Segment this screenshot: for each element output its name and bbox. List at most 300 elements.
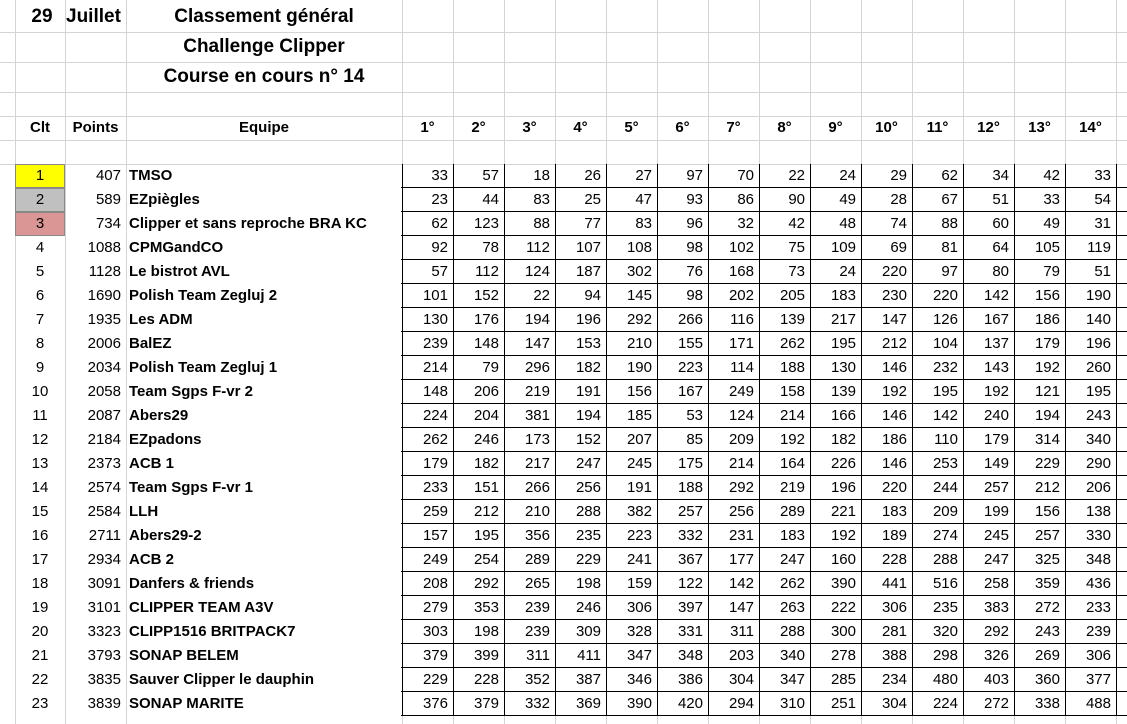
race-result-cell: 214 bbox=[759, 404, 810, 428]
race-result-cell: 42 bbox=[759, 212, 810, 236]
points-cell: 2934 bbox=[87, 551, 121, 568]
race-result-cell: 88 bbox=[504, 212, 555, 236]
race-result-cell: 42 bbox=[1014, 164, 1065, 188]
rank-cell: 13 bbox=[31, 455, 49, 472]
race-result-cell: 151 bbox=[453, 476, 504, 500]
race-result-cell: 347 bbox=[759, 668, 810, 692]
race-result-cell: 387 bbox=[555, 668, 606, 692]
race-result-cell: 356 bbox=[504, 524, 555, 548]
race-result-cell: 298 bbox=[912, 644, 963, 668]
race-result-cell: 399 bbox=[453, 644, 504, 668]
race-result-cell: 292 bbox=[606, 308, 657, 332]
race-result-cell: 303 bbox=[402, 620, 453, 644]
col-header-team: Equipe bbox=[238, 119, 289, 136]
table-row bbox=[0, 692, 1127, 716]
race-result-cell: 168 bbox=[708, 260, 759, 284]
race-result-cell: 359 bbox=[1014, 572, 1065, 596]
race-result-cell: 60 bbox=[963, 212, 1014, 236]
race-result-cell: 292 bbox=[453, 572, 504, 596]
race-result-cell: 148 bbox=[402, 380, 453, 404]
rank-cell: 14 bbox=[31, 479, 49, 496]
race-result-cell: 386 bbox=[657, 668, 708, 692]
col-header-race-2: 2° bbox=[471, 119, 486, 136]
race-result-cell: 340 bbox=[759, 644, 810, 668]
race-result-cell: 441 bbox=[861, 572, 912, 596]
rank-cell: 16 bbox=[31, 527, 49, 544]
race-result-cell: 411 bbox=[555, 644, 606, 668]
race-result-cell: 274 bbox=[912, 524, 963, 548]
race-result-cell: 73 bbox=[759, 260, 810, 284]
race-result-cell: 196 bbox=[810, 476, 861, 500]
race-result-cell: 79 bbox=[453, 356, 504, 380]
race-result-cell: 214 bbox=[402, 356, 453, 380]
race-result-cell: 376 bbox=[402, 692, 453, 716]
race-result-cell: 382 bbox=[606, 500, 657, 524]
race-result-cell: 139 bbox=[810, 380, 861, 404]
table-row bbox=[0, 500, 1127, 524]
race-result-cell: 92 bbox=[402, 236, 453, 260]
table-row bbox=[0, 236, 1127, 260]
race-result-cell: 32 bbox=[708, 212, 759, 236]
race-result-cell: 70 bbox=[708, 164, 759, 188]
race-result-cell: 24 bbox=[810, 164, 861, 188]
team-cell: Abers29 bbox=[129, 407, 189, 424]
team-cell: SONAP BELEM bbox=[129, 647, 239, 664]
race-result-cell: 390 bbox=[606, 692, 657, 716]
race-result-cell: 338 bbox=[1014, 692, 1065, 716]
race-result-cell: 130 bbox=[810, 356, 861, 380]
race-result-cell: 140 bbox=[1065, 308, 1116, 332]
race-result-cell: 138 bbox=[1065, 500, 1116, 524]
race-result-cell: 259 bbox=[402, 500, 453, 524]
race-result-cell: 49 bbox=[810, 188, 861, 212]
race-result-cell: 328 bbox=[606, 620, 657, 644]
race-result-cell: 183 bbox=[810, 284, 861, 308]
race-result-cell: 190 bbox=[1065, 284, 1116, 308]
table-row bbox=[0, 668, 1127, 692]
race-result-cell: 51 bbox=[1065, 260, 1116, 284]
race-result-cell: 24 bbox=[810, 260, 861, 284]
race-result-cell: 155 bbox=[657, 332, 708, 356]
race-result-cell: 57 bbox=[402, 260, 453, 284]
race-result-cell: 222 bbox=[810, 596, 861, 620]
race-result-cell: 234 bbox=[861, 668, 912, 692]
race-result-cell: 185 bbox=[606, 404, 657, 428]
race-result-cell: 179 bbox=[402, 452, 453, 476]
race-result-cell: 156 bbox=[1014, 284, 1065, 308]
team-cell: Team Sgps F-vr 2 bbox=[129, 383, 253, 400]
points-cell: 734 bbox=[95, 215, 121, 232]
race-result-cell: 347 bbox=[606, 644, 657, 668]
race-result-cell: 195 bbox=[453, 524, 504, 548]
col-header-race-13: 13° bbox=[1028, 119, 1051, 136]
race-result-cell: 67 bbox=[912, 188, 963, 212]
race-result-cell: 182 bbox=[555, 356, 606, 380]
race-result-cell: 436 bbox=[1065, 572, 1116, 596]
race-result-cell: 156 bbox=[1014, 500, 1065, 524]
race-result-cell: 311 bbox=[708, 620, 759, 644]
points-cell: 2373 bbox=[87, 455, 121, 472]
race-result-cell: 194 bbox=[504, 308, 555, 332]
table-row bbox=[0, 428, 1127, 452]
race-result-cell: 247 bbox=[555, 452, 606, 476]
race-result-cell: 176 bbox=[453, 308, 504, 332]
team-cell: EZpiègles bbox=[129, 191, 200, 208]
race-result-cell: 265 bbox=[504, 572, 555, 596]
race-result-cell: 192 bbox=[1014, 356, 1065, 380]
race-result-cell: 346 bbox=[606, 668, 657, 692]
race-result-cell: 78 bbox=[453, 236, 504, 260]
race-result-cell: 34 bbox=[963, 164, 1014, 188]
race-result-cell: 97 bbox=[657, 164, 708, 188]
rank-cell: 11 bbox=[32, 407, 48, 424]
race-result-cell: 149 bbox=[963, 452, 1014, 476]
race-result-cell: 245 bbox=[963, 524, 1014, 548]
table-row bbox=[0, 404, 1127, 428]
race-result-cell: 183 bbox=[861, 500, 912, 524]
race-result-cell: 48 bbox=[810, 212, 861, 236]
race-result-cell: 152 bbox=[453, 284, 504, 308]
race-result-cell: 306 bbox=[606, 596, 657, 620]
race-result-cell: 124 bbox=[504, 260, 555, 284]
race-result-cell: 360 bbox=[1014, 668, 1065, 692]
race-result-cell: 51 bbox=[963, 188, 1014, 212]
race-result-cell: 130 bbox=[402, 308, 453, 332]
team-cell: ACB 2 bbox=[129, 551, 175, 568]
race-result-cell: 167 bbox=[657, 380, 708, 404]
race-result-cell: 340 bbox=[1065, 428, 1116, 452]
points-cell: 2184 bbox=[87, 431, 121, 448]
team-cell: Le bistrot AVL bbox=[129, 263, 230, 280]
race-result-cell: 80 bbox=[963, 260, 1014, 284]
race-result-cell: 212 bbox=[453, 500, 504, 524]
race-result-cell: 108 bbox=[606, 236, 657, 260]
race-result-cell: 83 bbox=[606, 212, 657, 236]
team-cell: Team Sgps F-vr 1 bbox=[129, 479, 253, 496]
rank-cell: 15 bbox=[31, 503, 49, 520]
race-result-cell: 195 bbox=[1065, 380, 1116, 404]
race-result-cell: 124 bbox=[708, 404, 759, 428]
race-result-cell: 260 bbox=[1065, 356, 1116, 380]
table-row bbox=[0, 548, 1127, 572]
rank-cell: 3 bbox=[15, 212, 65, 236]
points-cell: 3101 bbox=[87, 599, 121, 616]
race-result-cell: 53 bbox=[657, 404, 708, 428]
race-result-cell: 256 bbox=[708, 500, 759, 524]
race-result-cell: 217 bbox=[504, 452, 555, 476]
race-result-cell: 33 bbox=[402, 164, 453, 188]
race-result-cell: 210 bbox=[606, 332, 657, 356]
col-header-rank: Clt bbox=[30, 119, 50, 136]
rank-cell: 18 bbox=[31, 575, 49, 592]
race-result-cell: 18 bbox=[504, 164, 555, 188]
rank-cell: 4 bbox=[35, 239, 45, 256]
race-result-cell: 159 bbox=[606, 572, 657, 596]
race-result-cell: 194 bbox=[1014, 404, 1065, 428]
rank-cell: 20 bbox=[31, 623, 49, 640]
team-cell: CPMGandCO bbox=[129, 239, 224, 256]
race-result-cell: 77 bbox=[555, 212, 606, 236]
race-result-cell: 179 bbox=[963, 428, 1014, 452]
col-header-race-11: 11° bbox=[926, 119, 949, 136]
team-cell: Les ADM bbox=[129, 311, 193, 328]
table-row bbox=[0, 452, 1127, 476]
race-result-cell: 33 bbox=[1065, 164, 1116, 188]
rank-cell: 7 bbox=[35, 311, 45, 328]
table-row bbox=[0, 524, 1127, 548]
race-result-cell: 146 bbox=[861, 356, 912, 380]
team-cell: Polish Team Zegluj 2 bbox=[129, 287, 278, 304]
team-cell: CLIPP1516 BRITPACK7 bbox=[129, 623, 296, 640]
race-result-cell: 158 bbox=[759, 380, 810, 404]
race-result-cell: 326 bbox=[963, 644, 1014, 668]
race-result-cell: 147 bbox=[504, 332, 555, 356]
race-result-cell: 300 bbox=[810, 620, 861, 644]
race-result-cell: 114 bbox=[708, 356, 759, 380]
race-result-cell: 288 bbox=[555, 500, 606, 524]
race-result-cell: 379 bbox=[453, 692, 504, 716]
race-result-cell: 241 bbox=[606, 548, 657, 572]
race-result-cell: 332 bbox=[504, 692, 555, 716]
race-result-cell: 175 bbox=[657, 452, 708, 476]
race-result-cell: 147 bbox=[708, 596, 759, 620]
col-header-race-14: 14° bbox=[1079, 119, 1102, 136]
race-result-cell: 311 bbox=[504, 644, 555, 668]
race-result-cell: 196 bbox=[1065, 332, 1116, 356]
race-result-cell: 269 bbox=[1014, 644, 1065, 668]
race-result-cell: 86 bbox=[708, 188, 759, 212]
race-result-cell: 320 bbox=[912, 620, 963, 644]
team-cell: Danfers & friends bbox=[129, 575, 255, 592]
race-result-cell: 188 bbox=[759, 356, 810, 380]
points-cell: 3793 bbox=[87, 647, 121, 664]
race-result-cell: 183 bbox=[759, 524, 810, 548]
row-separator bbox=[401, 715, 1127, 716]
race-result-cell: 22 bbox=[504, 284, 555, 308]
race-result-cell: 173 bbox=[504, 428, 555, 452]
race-result-cell: 69 bbox=[861, 236, 912, 260]
race-result-cell: 142 bbox=[963, 284, 1014, 308]
race-result-cell: 233 bbox=[402, 476, 453, 500]
race-result-cell: 224 bbox=[912, 692, 963, 716]
race-result-cell: 88 bbox=[912, 212, 963, 236]
race-result-cell: 194 bbox=[555, 404, 606, 428]
col-header-race-1: 1° bbox=[420, 119, 435, 136]
race-result-cell: 195 bbox=[810, 332, 861, 356]
points-cell: 2058 bbox=[87, 383, 121, 400]
points-cell: 3839 bbox=[87, 695, 121, 712]
race-result-cell: 139 bbox=[759, 308, 810, 332]
race-result-cell: 348 bbox=[1065, 548, 1116, 572]
rank-cell: 23 bbox=[31, 695, 49, 712]
race-result-cell: 272 bbox=[1014, 596, 1065, 620]
race-result-cell: 304 bbox=[708, 668, 759, 692]
points-cell: 589 bbox=[95, 191, 121, 208]
race-result-cell: 212 bbox=[861, 332, 912, 356]
points-cell: 3091 bbox=[87, 575, 121, 592]
race-result-cell: 229 bbox=[402, 668, 453, 692]
race-result-cell: 249 bbox=[708, 380, 759, 404]
race-result-cell: 488 bbox=[1065, 692, 1116, 716]
race-result-cell: 198 bbox=[555, 572, 606, 596]
race-result-cell: 243 bbox=[1065, 404, 1116, 428]
race-result-cell: 160 bbox=[810, 548, 861, 572]
title-challenge: Challenge Clipper bbox=[183, 36, 345, 57]
race-result-cell: 126 bbox=[912, 308, 963, 332]
race-result-cell: 302 bbox=[606, 260, 657, 284]
race-result-cell: 123 bbox=[453, 212, 504, 236]
points-cell: 1088 bbox=[87, 239, 121, 256]
date-month: Juillet bbox=[66, 6, 121, 27]
race-result-cell: 332 bbox=[657, 524, 708, 548]
race-result-cell: 228 bbox=[861, 548, 912, 572]
race-result-cell: 27 bbox=[606, 164, 657, 188]
race-result-cell: 258 bbox=[963, 572, 1014, 596]
race-result-cell: 145 bbox=[606, 284, 657, 308]
team-cell: Clipper et sans reproche BRA KC bbox=[129, 215, 367, 232]
race-result-cell: 223 bbox=[606, 524, 657, 548]
table-row bbox=[0, 620, 1127, 644]
race-result-cell: 195 bbox=[912, 380, 963, 404]
race-result-cell: 377 bbox=[1065, 668, 1116, 692]
race-result-cell: 296 bbox=[504, 356, 555, 380]
table-row bbox=[0, 644, 1127, 668]
points-cell: 1690 bbox=[87, 287, 121, 304]
race-result-cell: 278 bbox=[810, 644, 861, 668]
rank-cell: 5 bbox=[35, 263, 45, 280]
col-header-race-12: 12° bbox=[977, 119, 1000, 136]
col-header-race-7: 7° bbox=[726, 119, 741, 136]
team-cell: ACB 1 bbox=[129, 455, 175, 472]
race-result-cell: 206 bbox=[453, 380, 504, 404]
race-result-cell: 196 bbox=[555, 308, 606, 332]
race-result-cell: 29 bbox=[861, 164, 912, 188]
race-result-cell: 310 bbox=[759, 692, 810, 716]
race-result-cell: 112 bbox=[453, 260, 504, 284]
points-cell: 2584 bbox=[87, 503, 121, 520]
race-result-cell: 325 bbox=[1014, 548, 1065, 572]
points-cell: 3835 bbox=[87, 671, 121, 688]
race-result-cell: 352 bbox=[504, 668, 555, 692]
points-cell: 2034 bbox=[87, 359, 121, 376]
rank-cell: 17 bbox=[31, 551, 49, 568]
race-result-cell: 121 bbox=[1014, 380, 1065, 404]
date-day: 29 bbox=[31, 6, 53, 27]
race-result-cell: 279 bbox=[402, 596, 453, 620]
race-result-cell: 397 bbox=[657, 596, 708, 620]
col-header-points: Points bbox=[72, 119, 119, 136]
team-cell: CLIPPER TEAM A3V bbox=[129, 599, 274, 616]
race-result-cell: 309 bbox=[555, 620, 606, 644]
race-result-cell: 33 bbox=[1014, 188, 1065, 212]
race-result-cell: 210 bbox=[504, 500, 555, 524]
rank-cell: 12 bbox=[31, 431, 49, 448]
race-result-cell: 177 bbox=[708, 548, 759, 572]
race-result-cell: 97 bbox=[912, 260, 963, 284]
race-result-cell: 74 bbox=[861, 212, 912, 236]
race-result-cell: 381 bbox=[504, 404, 555, 428]
race-result-cell: 331 bbox=[657, 620, 708, 644]
race-result-cell: 152 bbox=[555, 428, 606, 452]
race-result-cell: 25 bbox=[555, 188, 606, 212]
race-result-cell: 148 bbox=[453, 332, 504, 356]
race-result-cell: 203 bbox=[708, 644, 759, 668]
race-result-cell: 239 bbox=[504, 596, 555, 620]
rank-cell: 10 bbox=[31, 383, 49, 400]
rank-cell: 21 bbox=[31, 647, 49, 664]
race-result-cell: 304 bbox=[861, 692, 912, 716]
race-result-cell: 119 bbox=[1065, 236, 1116, 260]
table-row bbox=[0, 188, 1127, 212]
race-result-cell: 202 bbox=[708, 284, 759, 308]
race-result-cell: 205 bbox=[759, 284, 810, 308]
race-result-cell: 47 bbox=[606, 188, 657, 212]
race-result-cell: 147 bbox=[861, 308, 912, 332]
race-result-cell: 244 bbox=[912, 476, 963, 500]
race-result-cell: 23 bbox=[402, 188, 453, 212]
race-result-cell: 330 bbox=[1065, 524, 1116, 548]
team-cell: BalEZ bbox=[129, 335, 172, 352]
race-result-cell: 166 bbox=[810, 404, 861, 428]
race-result-cell: 388 bbox=[861, 644, 912, 668]
race-result-cell: 143 bbox=[963, 356, 1014, 380]
race-result-cell: 116 bbox=[708, 308, 759, 332]
race-result-cell: 164 bbox=[759, 452, 810, 476]
race-result-cell: 294 bbox=[708, 692, 759, 716]
race-result-cell: 224 bbox=[402, 404, 453, 428]
race-result-cell: 209 bbox=[912, 500, 963, 524]
race-result-cell: 75 bbox=[759, 236, 810, 260]
table-row bbox=[0, 212, 1127, 236]
race-result-cell: 94 bbox=[555, 284, 606, 308]
race-result-cell: 263 bbox=[759, 596, 810, 620]
race-result-cell: 228 bbox=[453, 668, 504, 692]
race-result-cell: 146 bbox=[861, 404, 912, 428]
team-cell: Polish Team Zegluj 1 bbox=[129, 359, 278, 376]
race-result-cell: 64 bbox=[963, 236, 1014, 260]
col-header-race-3: 3° bbox=[522, 119, 537, 136]
team-cell: LLH bbox=[129, 503, 159, 520]
race-result-cell: 246 bbox=[555, 596, 606, 620]
race-result-cell: 209 bbox=[708, 428, 759, 452]
race-result-cell: 226 bbox=[810, 452, 861, 476]
race-result-cell: 208 bbox=[402, 572, 453, 596]
race-result-cell: 182 bbox=[453, 452, 504, 476]
race-result-cell: 206 bbox=[1065, 476, 1116, 500]
col-header-race-6: 6° bbox=[675, 119, 690, 136]
race-result-cell: 104 bbox=[912, 332, 963, 356]
race-result-cell: 220 bbox=[912, 284, 963, 308]
race-result-cell: 348 bbox=[657, 644, 708, 668]
race-result-cell: 79 bbox=[1014, 260, 1065, 284]
race-result-cell: 288 bbox=[759, 620, 810, 644]
race-result-cell: 171 bbox=[708, 332, 759, 356]
race-result-cell: 187 bbox=[555, 260, 606, 284]
race-result-cell: 189 bbox=[861, 524, 912, 548]
points-cell: 1935 bbox=[87, 311, 121, 328]
race-result-cell: 257 bbox=[963, 476, 1014, 500]
race-result-cell: 247 bbox=[963, 548, 1014, 572]
race-result-cell: 214 bbox=[708, 452, 759, 476]
race-result-cell: 239 bbox=[402, 332, 453, 356]
race-result-cell: 156 bbox=[606, 380, 657, 404]
race-result-cell: 28 bbox=[861, 188, 912, 212]
race-result-cell: 262 bbox=[759, 332, 810, 356]
race-result-cell: 289 bbox=[504, 548, 555, 572]
rank-cell: 19 bbox=[31, 599, 49, 616]
race-result-cell: 137 bbox=[963, 332, 1014, 356]
rank-cell: 8 bbox=[35, 335, 45, 352]
